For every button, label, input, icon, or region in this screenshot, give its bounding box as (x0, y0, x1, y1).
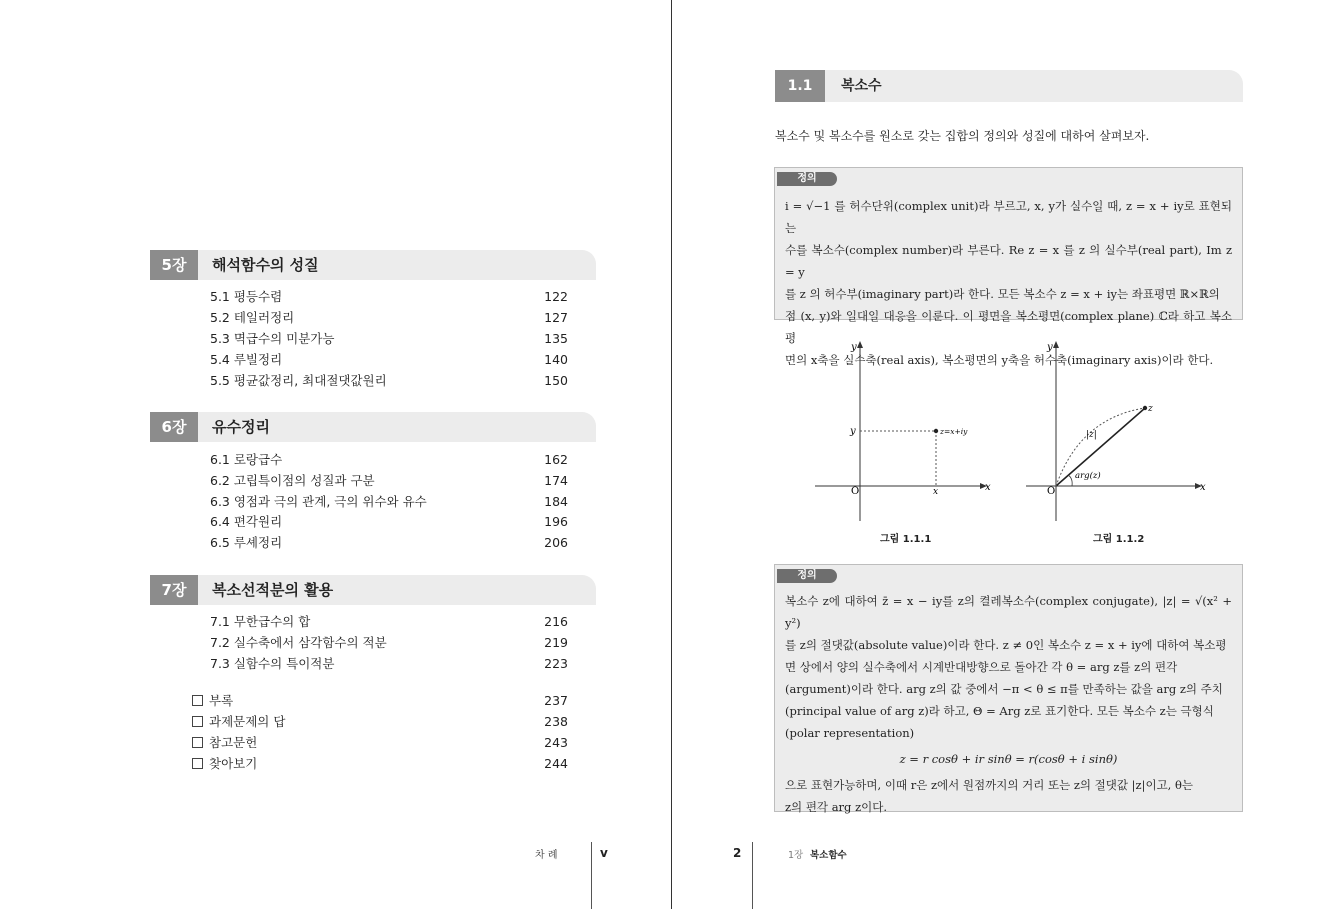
definition-text: 복소수 z에 대하여 z̄ = x − iy를 z의 켤레복소수(complex conjugate), |z| = √(x² + y²) 를 z의 절댓값(absolute value)이라 한다. z ≠ 0인 복소수 z = x + iy에 대하여 복소평 면 상에서 양의 실수축에서 시계반대방향으로 돌아간 각 θ = arg z를 z의 편각 (argument)이라 한다. arg z의 값 중에서 −π < θ ≤ π를 만족하는 값을 arg z의 주치 (principal value of arg z)라 하고, Θ = Arg z로 표기한다. 모든 복소수 z는 극형식 (polar representation) z = r cosθ + ir sinθ = r(cosθ + i sinθ) 으로 표현가능하며, 이때 r은 z에서 원점까지의 거리 또는 z의 절댓값 |z|이고, θ는 z의 편각 arg z이다. (785, 594, 1232, 814)
toc-entry[interactable]: 6.4 편각원리 196 (210, 514, 568, 529)
appendix-entry[interactable]: 참고문헌 243 (192, 733, 568, 753)
y-axis-label: y (1047, 342, 1053, 353)
checkbox-square-icon (192, 737, 203, 748)
section-title: 복소수 (841, 78, 882, 94)
chapter-number: 7장 (150, 575, 198, 605)
point-z (934, 429, 938, 433)
footer-rule (591, 842, 592, 909)
definition-box (774, 564, 1243, 812)
y-axis-arrow (857, 341, 863, 348)
toc-entry[interactable]: 5.4 루빌정리 140 (210, 352, 568, 367)
chapter-header (150, 575, 596, 605)
origin-label: O (851, 486, 860, 497)
chapter-title: 해석함수의 성질 (212, 256, 319, 274)
toc-entry[interactable]: 7.1 무한급수의 합 216 (210, 614, 568, 629)
toc-entry[interactable]: 5.2 테일러정리 127 (210, 310, 568, 325)
section-header (775, 70, 1243, 102)
toc-entry[interactable]: 5.5 평균값정리, 최대절댓값원리 150 (210, 373, 568, 388)
definition-tag: 정의 (777, 172, 837, 186)
chapter-header (150, 412, 596, 442)
intro-text: 복소수 및 복소수를 원소로 갖는 집합의 정의와 성질에 대하여 살펴보자. (775, 129, 1150, 143)
angle-arc (1068, 475, 1072, 486)
footer-label: 차 례 (535, 850, 558, 861)
checkbox-square-icon (192, 695, 203, 706)
page-number: v (600, 846, 608, 860)
polar-equation: z = r cosθ + ir sinθ = r(cosθ + i sinθ) (899, 752, 1118, 766)
y-axis-label: y (851, 342, 857, 353)
chapter-number: 6장 (150, 412, 198, 442)
toc-entry[interactable]: 5.1 평등수렴 122 (210, 289, 568, 304)
toc-entry[interactable]: 7.2 실수축에서 삼각함수의 적분 219 (210, 635, 568, 650)
definition-tag: 정의 (777, 569, 837, 583)
point-z (1143, 406, 1147, 410)
toc-entry[interactable]: 6.1 로랑급수 162 (210, 452, 568, 467)
toc-entry[interactable]: 6.5 루셰정리 206 (210, 535, 568, 550)
toc-entry[interactable]: 7.3 실함수의 특이적분 223 (210, 656, 568, 671)
chapter-header (150, 250, 596, 280)
chapter-title: 복소선적분의 활용 (212, 581, 334, 599)
point-label: z=x+iy (940, 427, 968, 436)
checkbox-square-icon (192, 758, 203, 769)
definition-box (774, 167, 1243, 367)
footer-chapter: 1장 (788, 850, 804, 861)
x-tick-label: x (933, 487, 939, 497)
argument-label: arg(z) (1075, 471, 1101, 481)
x-axis-label: x (985, 482, 991, 493)
figure-complex-point (805, 338, 1005, 523)
y-tick-label: y (850, 426, 856, 437)
footer-chapter-title: 복소함수 (810, 850, 847, 861)
chapter-title: 유수정리 (212, 418, 270, 436)
figure-caption: 그림 1.1.1 (880, 534, 932, 545)
point-label: z (1148, 404, 1153, 414)
figure-modulus-argument (1020, 338, 1220, 523)
footer-rule (752, 842, 753, 909)
toc-entry[interactable]: 6.3 영점과 극의 관계, 극의 위수와 유수 184 (210, 494, 568, 509)
appendix-entry[interactable]: 찾아보기 244 (192, 754, 568, 774)
section-number: 1.1 (775, 70, 825, 102)
modulus-label: |z| (1086, 430, 1097, 440)
page-number: 2 (733, 846, 742, 860)
x-axis-label: x (1200, 482, 1206, 493)
figure-caption: 그림 1.1.2 (1093, 534, 1145, 545)
toc-entry[interactable]: 5.3 멱급수의 미분가능 135 (210, 331, 568, 346)
page-divider (671, 0, 672, 909)
y-axis-arrow (1053, 341, 1059, 348)
chapter-number: 5장 (150, 250, 198, 280)
checkbox-square-icon (192, 716, 203, 727)
appendix-entry[interactable]: 부록 237 (192, 691, 568, 711)
definition-text: i = √−1 를 허수단위(complex unit)라 부르고, x, y가 실수일 때, z = x + iy로 표현되는 수를 복소수(complex number)라 부른다. Re z = x 를 z 의 실수부(real part), Im z = y 를 z 의 허수부(imaginary part)라 한다. 모든 복소수 z = x + iy는 좌표평면 ℝ×ℝ의 점 (x, y)와 일대일 대응을 이룬다. 이 평면을 복소평면(complex plane) ℂ라 하고 복소평 면의 x축을 실수축(real axis), 복소평면의 y축을 허수축(imaginary axis)이라 한다. (785, 199, 1232, 367)
appendix-entry[interactable]: 과제문제의 답 238 (192, 712, 568, 732)
toc-entry[interactable]: 6.2 고립특이점의 성질과 구분 174 (210, 473, 568, 488)
origin-label: O (1047, 486, 1056, 497)
